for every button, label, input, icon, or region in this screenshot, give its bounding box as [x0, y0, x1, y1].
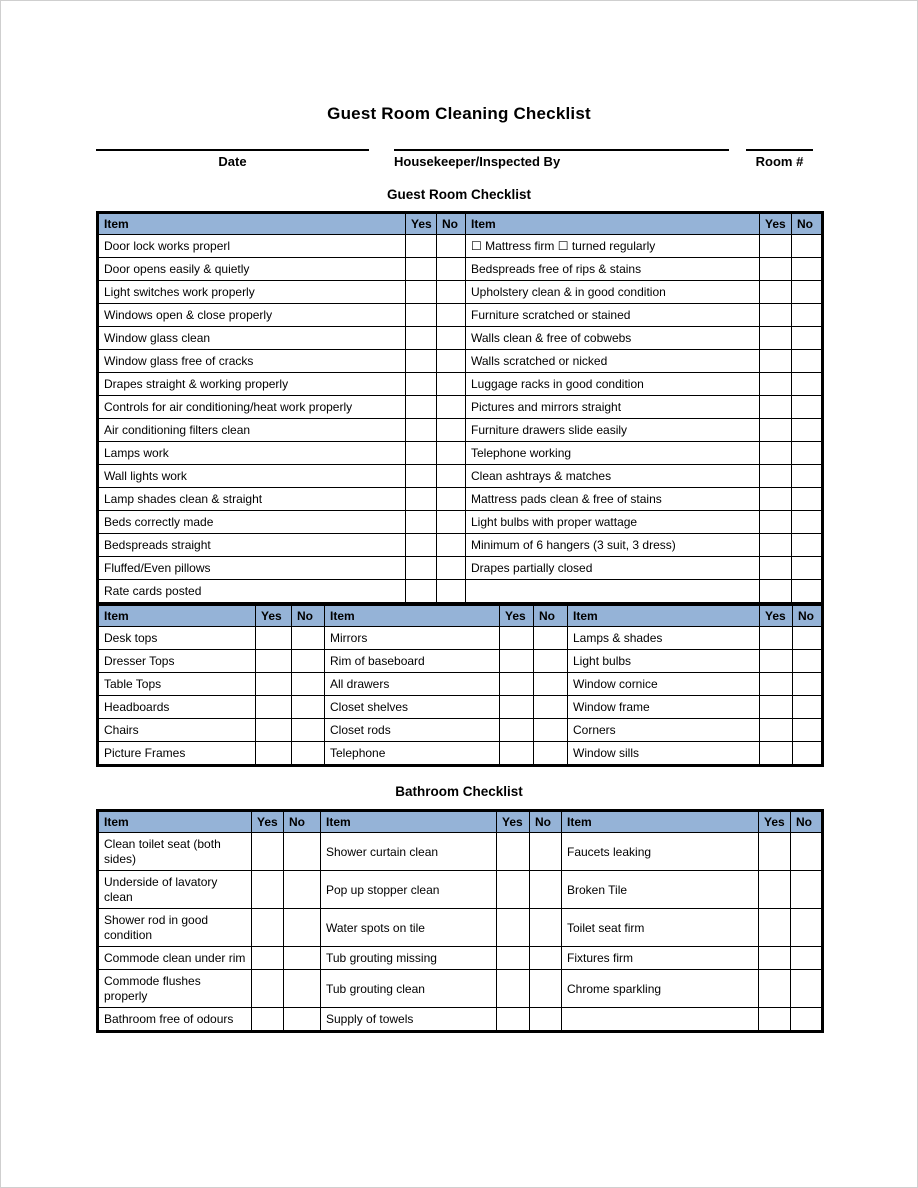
checklist-row: [98, 580, 823, 604]
item-cell: Furniture scratched or stained: [466, 304, 760, 327]
item-column-header: Item: [98, 606, 256, 627]
item-cell: Walls clean & free of cobwebs: [466, 327, 760, 350]
item-cell: Furniture drawers slide easily: [466, 419, 760, 442]
item-column-header: Item: [325, 606, 500, 627]
checklist-row: [98, 235, 823, 258]
checklist-row: [98, 742, 823, 766]
room-number-field: [746, 149, 813, 169]
yes-checkbox-cell[interactable]: [760, 511, 792, 534]
field-spacer: [729, 149, 746, 169]
header-row: [98, 606, 823, 627]
no-checkbox-cell[interactable]: [792, 465, 823, 488]
item-cell: Lamps work: [98, 442, 406, 465]
item-cell: Corners: [568, 719, 760, 742]
item-cell: Supply of towels: [321, 1008, 497, 1032]
item-cell: Toilet seat firm: [562, 909, 759, 947]
checklist-row: [98, 465, 823, 488]
item-cell: Fluffed/Even pillows: [98, 557, 406, 580]
item-cell: Door lock works properl: [98, 235, 406, 258]
no-checkbox-cell[interactable]: [437, 465, 466, 488]
no-checkbox-cell[interactable]: [793, 719, 823, 742]
guest-room-table-body: [98, 235, 823, 604]
item-cell: Bedspreads straight: [98, 534, 406, 557]
yes-checkbox-cell[interactable]: [500, 719, 534, 742]
item-cell: Broken Tile: [562, 871, 759, 909]
no-checkbox-cell[interactable]: [437, 442, 466, 465]
no-checkbox-cell[interactable]: [792, 304, 823, 327]
no-checkbox-cell[interactable]: [792, 281, 823, 304]
yes-checkbox-cell[interactable]: [760, 465, 792, 488]
yes-checkbox-cell[interactable]: [760, 580, 792, 604]
no-checkbox-cell[interactable]: [792, 442, 823, 465]
yes-checkbox-cell[interactable]: [759, 1008, 791, 1032]
no-checkbox-cell[interactable]: [437, 327, 466, 350]
checklist-row: [98, 833, 823, 871]
item-cell: Tub grouting clean: [321, 970, 497, 1008]
item-cell: [562, 1008, 759, 1032]
no-checkbox-cell[interactable]: [284, 947, 321, 970]
yes-checkbox-cell[interactable]: [256, 627, 292, 650]
bathroom-table-header: [98, 811, 823, 833]
no-checkbox-cell[interactable]: [437, 396, 466, 419]
yes-checkbox-cell[interactable]: [497, 833, 530, 871]
no-checkbox-cell[interactable]: [792, 488, 823, 511]
no-checkbox-cell[interactable]: [792, 327, 823, 350]
yes-checkbox-cell[interactable]: [500, 650, 534, 673]
no-checkbox-cell[interactable]: [292, 673, 325, 696]
no-checkbox-cell[interactable]: [792, 419, 823, 442]
item-cell: Drapes partially closed: [466, 557, 760, 580]
yes-checkbox-cell[interactable]: [759, 947, 791, 970]
no-checkbox-cell[interactable]: [437, 304, 466, 327]
no-checkbox-cell[interactable]: [792, 235, 823, 258]
no-checkbox-cell[interactable]: [530, 947, 562, 970]
no-checkbox-cell[interactable]: [534, 627, 568, 650]
yes-column-header: Yes: [406, 213, 437, 235]
yes-checkbox-cell[interactable]: [760, 650, 793, 673]
no-checkbox-cell[interactable]: [437, 419, 466, 442]
field-spacer: [369, 149, 394, 169]
item-cell: Bathroom free of odours: [98, 1008, 252, 1032]
checklist-row: [98, 1008, 823, 1032]
item-cell: Fixtures firm: [562, 947, 759, 970]
no-column-header: No: [292, 606, 325, 627]
yes-checkbox-cell[interactable]: [760, 719, 793, 742]
yes-checkbox-cell[interactable]: [760, 327, 792, 350]
item-cell: Shower curtain clean: [321, 833, 497, 871]
room-number-label: Room #: [755, 154, 804, 169]
checklist-row: [98, 327, 823, 350]
guest-room-detail-body: [98, 627, 823, 766]
yes-checkbox-cell[interactable]: [406, 235, 437, 258]
yes-checkbox-cell[interactable]: [256, 696, 292, 719]
no-column-header: No: [792, 213, 823, 235]
yes-checkbox-cell[interactable]: [406, 580, 437, 604]
checklist-row: [98, 534, 823, 557]
item-cell: Lamp shades clean & straight: [98, 488, 406, 511]
item-cell: Window sills: [568, 742, 760, 766]
no-checkbox-cell[interactable]: [792, 534, 823, 557]
no-checkbox-cell[interactable]: [792, 557, 823, 580]
yes-checkbox-cell[interactable]: [760, 696, 793, 719]
yes-column-header: Yes: [760, 213, 792, 235]
yes-checkbox-cell[interactable]: [252, 1008, 284, 1032]
item-cell: Telephone: [325, 742, 500, 766]
yes-checkbox-cell[interactable]: [256, 673, 292, 696]
no-checkbox-cell[interactable]: [793, 742, 823, 766]
guest-room-checklist-table: [96, 211, 824, 605]
item-cell: Minimum of 6 hangers (3 suit, 3 dress): [466, 534, 760, 557]
no-checkbox-cell[interactable]: [791, 970, 823, 1008]
yes-checkbox-cell[interactable]: [500, 627, 534, 650]
yes-checkbox-cell[interactable]: [406, 557, 437, 580]
item-cell: Chrome sparkling: [562, 970, 759, 1008]
yes-column-header: Yes: [497, 811, 530, 833]
no-checkbox-cell[interactable]: [530, 1008, 562, 1032]
item-cell: Light bulbs: [568, 650, 760, 673]
yes-checkbox-cell[interactable]: [406, 396, 437, 419]
yes-checkbox-cell[interactable]: [759, 833, 791, 871]
yes-checkbox-cell[interactable]: [406, 258, 437, 281]
checklist-row: [98, 650, 823, 673]
no-checkbox-cell[interactable]: [530, 871, 562, 909]
checklist-row: [98, 871, 823, 909]
yes-checkbox-cell[interactable]: [760, 304, 792, 327]
item-cell: Table Tops: [98, 673, 256, 696]
item-cell: Window glass clean: [98, 327, 406, 350]
no-column-header: No: [791, 811, 823, 833]
no-checkbox-cell[interactable]: [437, 373, 466, 396]
no-column-header: No: [284, 811, 321, 833]
item-cell: Window cornice: [568, 673, 760, 696]
yes-checkbox-cell[interactable]: [759, 909, 791, 947]
yes-checkbox-cell[interactable]: [760, 673, 793, 696]
guest-room-table-header: [98, 213, 823, 235]
no-checkbox-cell[interactable]: [437, 534, 466, 557]
yes-checkbox-cell[interactable]: [256, 742, 292, 766]
item-cell: Light bulbs with proper wattage: [466, 511, 760, 534]
yes-checkbox-cell[interactable]: [256, 650, 292, 673]
checklist-row: [98, 970, 823, 1008]
item-cell: Picture Frames: [98, 742, 256, 766]
no-checkbox-cell[interactable]: [793, 650, 823, 673]
checklist-row: [98, 909, 823, 947]
no-checkbox-cell[interactable]: [530, 970, 562, 1008]
checklist-row: [98, 304, 823, 327]
no-checkbox-cell[interactable]: [437, 281, 466, 304]
item-cell: Door opens easily & quietly: [98, 258, 406, 281]
no-column-header: No: [534, 606, 568, 627]
item-cell: Upholstery clean & in good condition: [466, 281, 760, 304]
no-checkbox-cell[interactable]: [791, 909, 823, 947]
yes-column-header: Yes: [760, 606, 793, 627]
item-column-header: Item: [321, 811, 497, 833]
item-cell: Bedspreads free of rips & stains: [466, 258, 760, 281]
item-cell: Mattress pads clean & free of stains: [466, 488, 760, 511]
no-checkbox-cell[interactable]: [292, 719, 325, 742]
yes-checkbox-cell[interactable]: [497, 909, 530, 947]
no-checkbox-cell[interactable]: [284, 871, 321, 909]
yes-checkbox-cell[interactable]: [406, 511, 437, 534]
no-checkbox-cell[interactable]: [792, 580, 823, 604]
yes-checkbox-cell[interactable]: [500, 696, 534, 719]
header-row: [98, 213, 823, 235]
page-title: Guest Room Cleaning Checklist: [327, 104, 591, 123]
item-cell: Clean ashtrays & matches: [466, 465, 760, 488]
checklist-row: [98, 557, 823, 580]
yes-checkbox-cell[interactable]: [406, 442, 437, 465]
checklist-row: [98, 442, 823, 465]
item-column-header: Item: [562, 811, 759, 833]
item-cell: Headboards: [98, 696, 256, 719]
no-checkbox-cell[interactable]: [292, 650, 325, 673]
item-cell: Rate cards posted: [98, 580, 406, 604]
bathroom-checklist-table: [96, 809, 824, 1033]
yes-checkbox-cell[interactable]: [252, 947, 284, 970]
item-cell: Tub grouting missing: [321, 947, 497, 970]
yes-column-header: Yes: [759, 811, 791, 833]
no-column-header: No: [437, 213, 466, 235]
item-cell: Pictures and mirrors straight: [466, 396, 760, 419]
item-cell: [466, 580, 760, 604]
yes-checkbox-cell[interactable]: [406, 534, 437, 557]
no-checkbox-cell[interactable]: [791, 1008, 823, 1032]
item-cell: Water spots on tile: [321, 909, 497, 947]
yes-checkbox-cell[interactable]: [760, 557, 792, 580]
item-cell: Underside of lavatory clean: [98, 871, 252, 909]
yes-checkbox-cell[interactable]: [759, 871, 791, 909]
yes-checkbox-cell[interactable]: [500, 673, 534, 696]
item-cell: Commode flushes properly: [98, 970, 252, 1008]
item-column-header: Item: [568, 606, 760, 627]
guest-room-detail-table: [96, 605, 824, 767]
yes-checkbox-cell[interactable]: [256, 719, 292, 742]
item-cell: Shower rod in good condition: [98, 909, 252, 947]
no-checkbox-cell[interactable]: [437, 235, 466, 258]
yes-checkbox-cell[interactable]: [760, 281, 792, 304]
yes-checkbox-cell[interactable]: [760, 373, 792, 396]
no-column-header: No: [530, 811, 562, 833]
item-column-header: Item: [98, 811, 252, 833]
no-checkbox-cell[interactable]: [530, 833, 562, 871]
checklist-row: [98, 719, 823, 742]
bathroom-section-heading: Bathroom Checklist: [395, 784, 523, 799]
yes-checkbox-cell[interactable]: [760, 350, 792, 373]
no-checkbox-cell[interactable]: [437, 511, 466, 534]
item-column-header: Item: [98, 213, 406, 235]
checklist-row: [98, 627, 823, 650]
item-cell: Window glass free of cracks: [98, 350, 406, 373]
no-checkbox-cell[interactable]: [284, 970, 321, 1008]
yes-checkbox-cell[interactable]: [759, 970, 791, 1008]
item-cell: Window frame: [568, 696, 760, 719]
no-checkbox-cell[interactable]: [534, 650, 568, 673]
item-cell: All drawers: [325, 673, 500, 696]
checklist-row: [98, 350, 823, 373]
checklist-row: [98, 511, 823, 534]
item-cell: Wall lights work: [98, 465, 406, 488]
checklist-row: [98, 419, 823, 442]
yes-checkbox-cell[interactable]: [406, 373, 437, 396]
date-label: Date: [218, 154, 247, 169]
item-cell: Commode clean under rim: [98, 947, 252, 970]
no-checkbox-cell[interactable]: [534, 673, 568, 696]
yes-checkbox-cell[interactable]: [252, 909, 284, 947]
no-checkbox-cell[interactable]: [791, 833, 823, 871]
no-checkbox-cell[interactable]: [534, 696, 568, 719]
no-checkbox-cell[interactable]: [292, 627, 325, 650]
yes-checkbox-cell[interactable]: [497, 871, 530, 909]
yes-checkbox-cell[interactable]: [497, 970, 530, 1008]
no-checkbox-cell[interactable]: [793, 696, 823, 719]
checklist-row: [98, 396, 823, 419]
no-checkbox-cell[interactable]: [437, 258, 466, 281]
item-cell: Faucets leaking: [562, 833, 759, 871]
yes-checkbox-cell[interactable]: [406, 350, 437, 373]
yes-checkbox-cell[interactable]: [252, 970, 284, 1008]
checklist-row: [98, 373, 823, 396]
item-cell: Dresser Tops: [98, 650, 256, 673]
item-cell: Rim of baseboard: [325, 650, 500, 673]
yes-column-header: Yes: [252, 811, 284, 833]
item-cell: Desk tops: [98, 627, 256, 650]
yes-checkbox-cell[interactable]: [406, 419, 437, 442]
checklist-row: [98, 696, 823, 719]
item-cell: Telephone working: [466, 442, 760, 465]
item-cell: Clean toilet seat (both sides): [98, 833, 252, 871]
no-checkbox-cell[interactable]: [792, 350, 823, 373]
no-checkbox-cell[interactable]: [534, 719, 568, 742]
yes-checkbox-cell[interactable]: [760, 488, 792, 511]
yes-checkbox-cell[interactable]: [760, 235, 792, 258]
checklist-row: [98, 488, 823, 511]
yes-column-header: Yes: [256, 606, 292, 627]
bathroom-table-body: [98, 833, 823, 1032]
no-checkbox-cell[interactable]: [792, 396, 823, 419]
item-cell: Controls for air conditioning/heat work properly: [98, 396, 406, 419]
item-cell: Closet rods: [325, 719, 500, 742]
yes-checkbox-cell[interactable]: [406, 327, 437, 350]
item-cell: Light switches work properly: [98, 281, 406, 304]
no-checkbox-cell[interactable]: [437, 488, 466, 511]
no-checkbox-cell[interactable]: [791, 947, 823, 970]
guest-room-section-heading: Guest Room Checklist: [386, 187, 532, 202]
no-checkbox-cell[interactable]: [284, 1008, 321, 1032]
item-cell: Windows open & close properly: [98, 304, 406, 327]
yes-column-header: Yes: [500, 606, 534, 627]
yes-checkbox-cell[interactable]: [760, 419, 792, 442]
yes-checkbox-cell[interactable]: [497, 947, 530, 970]
item-cell: ☐ Mattress firm ☐ turned regularly: [466, 235, 760, 258]
checklist-row: [98, 281, 823, 304]
no-checkbox-cell[interactable]: [284, 909, 321, 947]
yes-checkbox-cell[interactable]: [500, 742, 534, 766]
yes-checkbox-cell[interactable]: [760, 534, 792, 557]
housekeeper-field: [394, 149, 729, 169]
yes-checkbox-cell[interactable]: [406, 281, 437, 304]
yes-checkbox-cell[interactable]: [760, 396, 792, 419]
yes-checkbox-cell[interactable]: [252, 871, 284, 909]
no-column-header: No: [793, 606, 823, 627]
no-checkbox-cell[interactable]: [792, 258, 823, 281]
yes-checkbox-cell[interactable]: [406, 304, 437, 327]
yes-checkbox-cell[interactable]: [760, 258, 792, 281]
item-cell: Pop up stopper clean: [321, 871, 497, 909]
yes-checkbox-cell[interactable]: [406, 465, 437, 488]
housekeeper-label: Housekeeper/Inspected By: [394, 154, 561, 169]
item-cell: Mirrors: [325, 627, 500, 650]
yes-checkbox-cell[interactable]: [760, 627, 793, 650]
no-checkbox-cell[interactable]: [437, 557, 466, 580]
yes-checkbox-cell[interactable]: [497, 1008, 530, 1032]
no-checkbox-cell[interactable]: [791, 871, 823, 909]
item-cell: Luggage racks in good condition: [466, 373, 760, 396]
date-field: [96, 149, 369, 169]
item-column-header: Item: [466, 213, 760, 235]
no-checkbox-cell[interactable]: [530, 909, 562, 947]
no-checkbox-cell[interactable]: [793, 673, 823, 696]
no-checkbox-cell[interactable]: [534, 742, 568, 766]
checklist-row: [98, 258, 823, 281]
yes-checkbox-cell[interactable]: [760, 442, 792, 465]
item-cell: Walls scratched or nicked: [466, 350, 760, 373]
no-checkbox-cell[interactable]: [437, 350, 466, 373]
no-checkbox-cell[interactable]: [793, 627, 823, 650]
item-cell: Beds correctly made: [98, 511, 406, 534]
no-checkbox-cell[interactable]: [792, 511, 823, 534]
item-cell: Air conditioning filters clean: [98, 419, 406, 442]
no-checkbox-cell[interactable]: [292, 742, 325, 766]
no-checkbox-cell[interactable]: [284, 833, 321, 871]
yes-checkbox-cell[interactable]: [252, 833, 284, 871]
item-cell: Closet shelves: [325, 696, 500, 719]
item-cell: Chairs: [98, 719, 256, 742]
checklist-row: [98, 673, 823, 696]
yes-checkbox-cell[interactable]: [406, 488, 437, 511]
no-checkbox-cell[interactable]: [792, 373, 823, 396]
yes-checkbox-cell[interactable]: [760, 742, 793, 766]
checklist-row: [98, 947, 823, 970]
no-checkbox-cell[interactable]: [437, 580, 466, 604]
header-fields: [96, 149, 813, 169]
header-row: [98, 811, 823, 833]
item-cell: Lamps & shades: [568, 627, 760, 650]
guest-room-detail-header: [98, 606, 823, 627]
item-cell: Drapes straight & working properly: [98, 373, 406, 396]
no-checkbox-cell[interactable]: [292, 696, 325, 719]
